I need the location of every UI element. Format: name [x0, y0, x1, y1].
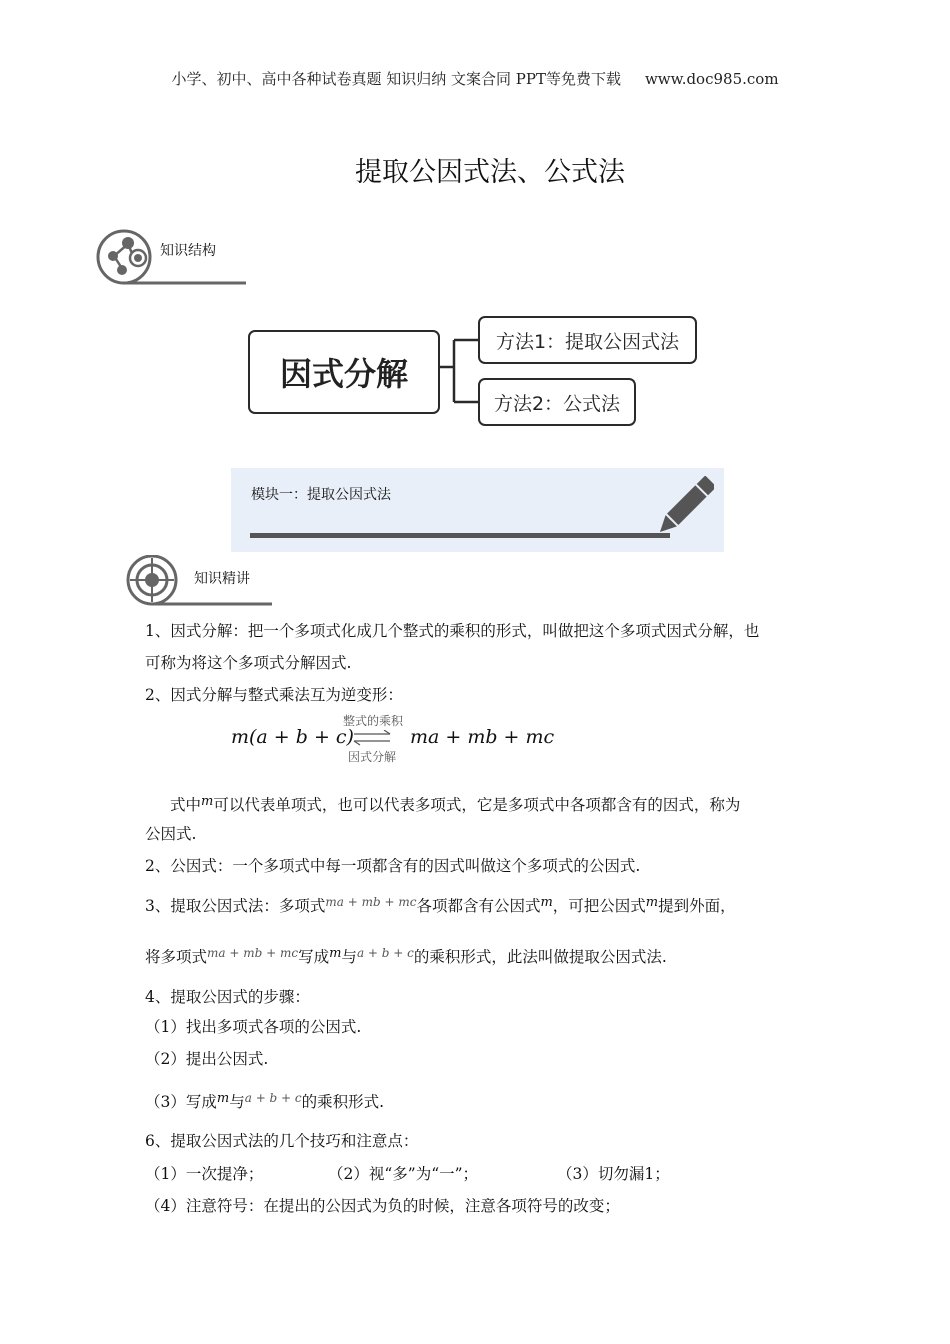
- formula-left: m(a + b + c): [231, 726, 354, 748]
- pencil-icon: [654, 476, 714, 540]
- formula-label-top: 整式的乘积: [343, 714, 404, 728]
- module-underline: [250, 533, 670, 538]
- paragraph-5: 3、提取公因式法：多项式$^{ma + mb + mc}$各项都含有公因式$^m$，可把公因式$^m$提到外面，: [145, 895, 736, 915]
- formula-label-bottom: 因式分解: [348, 750, 397, 764]
- formula-right: ma + mb + mc: [410, 726, 555, 748]
- tip-2: （2）视“多”为“一”；: [328, 1165, 479, 1183]
- page-header: [0, 68, 950, 89]
- paragraph-1-line-2: 可称为将这个多项式分解因式.: [145, 654, 352, 672]
- tip-3: （3）切勿漏1；: [557, 1165, 670, 1183]
- paragraph-6: 将多项式$^{ma + mb + mc}$写成$^m$与$^{a + b + c}$的乘积形式，此法叫做提取公因式法.: [145, 946, 667, 966]
- mindmap-branch-1: 方法1：提取公因式法: [478, 316, 697, 364]
- module-banner: [231, 468, 724, 552]
- paragraph-1-line-1: 1、因式分解：把一个多项式化成几个整式的乘积的形式，叫做把这个多项式因式分解，也: [145, 622, 760, 640]
- step-1: （1）找出多项式各项的公因式.: [145, 1018, 362, 1036]
- step-3: （3）写成$^m$与$^{a + b + c}$的乘积形式.: [145, 1091, 385, 1111]
- section-knowledge-lecture: 知识精讲: [194, 571, 250, 587]
- math-abc: a + b + c: [356, 946, 414, 960]
- step-2: （2）提出公因式.: [145, 1050, 269, 1068]
- math-poly: ma + mb + mc: [325, 895, 417, 909]
- reversible-arrow-icon: [350, 730, 394, 746]
- header-site[interactable]: www.doc985.com: [644, 70, 779, 88]
- math-m: m: [201, 794, 214, 809]
- header-text: 小学、初中、高中各种试卷真题 知识归纳 文案合同 PPT等免费下载: [171, 70, 621, 88]
- paragraph-2: 2、因式分解与整式乘法互为逆变形：: [145, 686, 403, 704]
- paragraph-8: 6、提取公因式法的几个技巧和注意点：: [145, 1132, 419, 1150]
- mindmap-root: 因式分解: [248, 330, 440, 414]
- module-title: 模块一：提取公因式法: [251, 487, 391, 503]
- paragraph-7: 4、提取公因式的步骤：: [145, 988, 310, 1006]
- mindmap-branch-2: 方法2：公式法: [478, 378, 636, 426]
- section-knowledge-structure: 知识结构: [160, 243, 216, 259]
- page-title: 提取公因式法、公式法: [355, 157, 625, 188]
- tip-1: （1）一次提净；: [145, 1165, 264, 1183]
- paragraph-3-line-2: 公因式.: [145, 825, 197, 843]
- tip-4: （4）注意符号：在提出的公因式为负的时候，注意各项符号的改变；: [145, 1197, 620, 1215]
- paragraph-3-line-1: 式中$^m$可以代表单项式，也可以代表多项式，它是多项式中各项都含有的因式，称为: [170, 794, 741, 814]
- paragraph-4: 2、公因式：一个多项式中每一项都含有的因式叫做这个多项式的公因式.: [145, 857, 641, 875]
